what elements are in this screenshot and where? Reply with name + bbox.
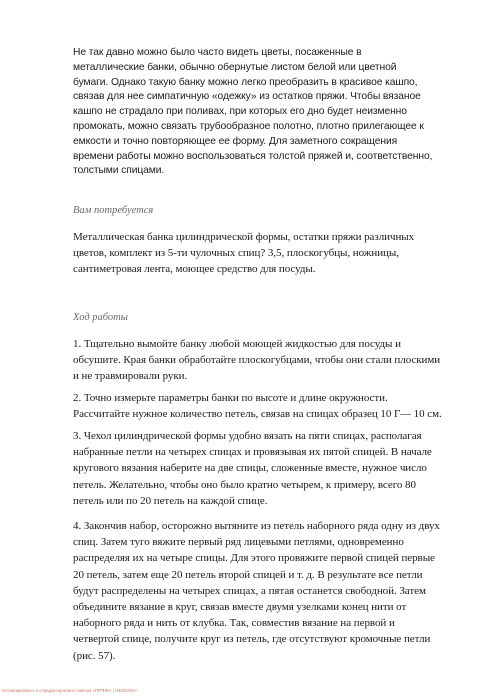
step-paragraph-3: 3. Чехол цилиндрической формы удобно вязать на пяти спицах, располагая набранные петли на четырех спицах и провязывая их пятой спицей. В начале кругового вязания наберите на две спицы, сложенные вместе, нужное число петель. Желательно, чтобы оно было кратно четырем, к примеру, всего 80 петель или по 20 петель на каждой спице. (73, 430, 432, 507)
materials-paragraph: Металлическая банка цилиндрической формы, остатки пряжи различных цветов, комплект из 5-ти чулочных спиц? 3,5, плоскогубцы, ножницы, сантиметровая лента, моющее средство для посуды. (73, 231, 415, 276)
footer-credit: Отсканировано и отредактировано сайтом «ПРЯЖА | HERSON» (2, 688, 137, 693)
step-paragraph-1: 1. Тщательно вымойте банку любой моющей жидкостью для посуды и обсушите. Края банки обработайте плоскогубцами, чтобы они стали плоскими и не травмировали руки. (73, 338, 441, 383)
step-paragraph-2: 2. Точно измерьте параметры банки по высоте и длине окружности. Рассчитайте нужное количество петель, связав на спицах образец 10 Г— 10 см. (73, 392, 442, 421)
step-paragraph-4: 4. Закончив набор, осторожно вытяните из петель наборного ряда одну из двух спиц. Затем туго вяжите первый ряд лицевыми петлями, одновременно распределяя их на четыре спицы. Для этого провяжите первой спицей первые 20 петель, затем еще 20 петель второй спицей и т. д. В результате все петли будут распределены на четырех спицах, а пятая останется свободной. Затем объедините вязание в круг, связав вместе двумя узелками конец нити от наборного ряда и нить от клубка. Так, совместив вязание на первой и четвертой спице, получите круг из петель, где отсутствуют кромочные петли (рис. 57). (73, 520, 440, 662)
materials-heading: Вам потребуется (73, 205, 154, 216)
intro-paragraph: Не так давно можно было часто видеть цветы, посаженные в металлические банки, обычно обернутые листом белой или цветной бумаги. Однако такую банку можно легко преобразить в красивое кашпо, связав для нее симпатичную «одежку» из остатков пряжи. Чтобы вязаное кашпо не страдало при поливах, при которых его дно будет неизменно промокать, можно связать трубообразное полотно, плотно прилегающее к емкости и точно повторяющее ее форму. Для заметного сокращения времени работы можно воспользоваться толстой пряжей и, соответственно, толстыми спицами. (73, 47, 433, 177)
process-heading: Ход работы (73, 312, 128, 323)
